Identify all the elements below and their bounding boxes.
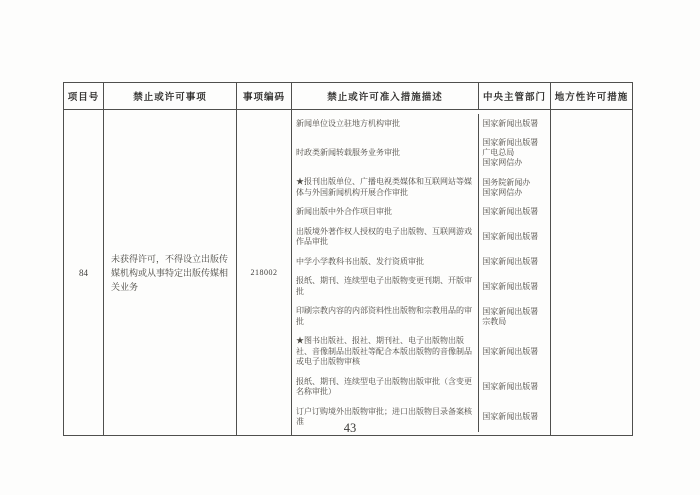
measure-description: 订户订购境外出版物审批；进口出版物目录备案核准	[296, 406, 472, 426]
measure-row	[292, 332, 550, 373]
measure-row	[292, 222, 550, 252]
central-department: 国家新闻出版署	[478, 402, 550, 432]
measure-row	[292, 114, 550, 134]
measure-description: ★报刊出版单位、广播电视类媒体和互联网站等媒体与外国新闻机构开展合作审批	[296, 177, 472, 197]
negative-list-table	[63, 82, 633, 436]
measure-row	[292, 134, 550, 173]
measure-row	[292, 372, 550, 402]
measure-description: 新闻单位设立驻地方机构审批	[296, 118, 400, 128]
measure-row	[292, 173, 550, 203]
central-department: 国家新闻出版署	[478, 272, 550, 302]
measure-description: 新闻出版中外合作项目审批	[296, 207, 392, 216]
header-item-no: 项目号	[64, 83, 104, 109]
measure-description: 报纸、期刊、连续型电子出版物变更刊期、开版审批	[296, 276, 472, 296]
table-row	[64, 110, 632, 435]
central-department: 国务院新闻办 国家网信办	[478, 173, 550, 203]
matter-cell: 未获得许可，不得设立出版传媒机构或从事特定出版传媒相关业务	[104, 110, 237, 435]
measure-description: 出版境外著作权人授权的电子出版物、互联网游戏作品审批	[296, 226, 472, 246]
local-measures-cell	[551, 110, 632, 435]
header-matter: 禁止或许可事项	[104, 83, 237, 109]
measures-list	[292, 110, 551, 435]
central-department: 国家新闻出版署	[478, 222, 550, 252]
table-header-row	[64, 83, 632, 110]
measure-row	[292, 252, 550, 272]
central-department: 国家新闻出版署 宗教局	[478, 302, 550, 332]
measure-description: 中学小学教科书出版、发行资质审批	[296, 256, 424, 266]
page-number: 43	[343, 421, 357, 435]
measure-description: ★图书出版社、报社、期刊社、电子出版物出版社、音像制品出版社等配合本版出版物的音像制品或电子出版物审核	[296, 336, 472, 366]
measure-row	[292, 272, 550, 302]
header-code: 事项编码	[237, 83, 292, 109]
header-local-measures: 地方性许可措施	[554, 93, 629, 103]
central-department: 国家新闻出版署 广电总局 国家网信办	[478, 134, 550, 173]
measure-row	[292, 203, 550, 223]
central-department: 国家新闻出版署	[478, 372, 550, 402]
central-department: 国家新闻出版署	[478, 252, 550, 272]
header-measure-desc: 禁止或许可准入措施描述	[292, 83, 479, 109]
measure-row	[292, 302, 550, 332]
central-department: 国家新闻出版署	[478, 203, 550, 223]
header-central-dept: 中央主管部门	[479, 83, 551, 109]
measure-description: 印刷宗教内容的内部资料性出版物和宗教用品的审批	[296, 306, 472, 326]
central-department: 国家新闻出版署	[478, 332, 550, 373]
central-department: 国家新闻出版署	[478, 114, 550, 134]
item-code-cell: 218002	[237, 110, 292, 435]
measure-description: 时政类新闻转载服务业务审批	[296, 147, 400, 157]
item-number-cell: 84	[64, 110, 104, 435]
measure-description: 报纸、期刊、连续型电子出版物出版审批（含变更名称审批）	[296, 376, 472, 396]
